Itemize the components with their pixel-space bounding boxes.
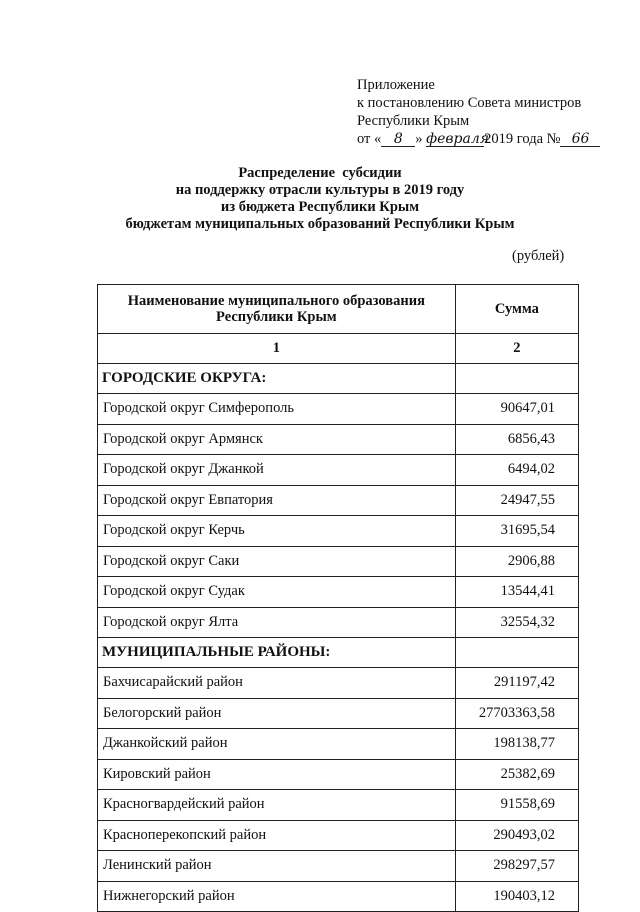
row-name: Нижнегорский район (98, 881, 456, 912)
row-sum: 32554,32 (455, 607, 578, 638)
row-sum: 27703363,58 (455, 698, 578, 729)
row-sum: 91558,69 (455, 790, 578, 821)
table-row (98, 790, 579, 821)
row-sum: 24947,55 (455, 485, 578, 516)
title-line-2: на поддержку отрасли культуры в 2019 году (175, 182, 465, 198)
row-name: Красноперекопский район (98, 820, 456, 851)
table-row (98, 424, 579, 455)
appendix-block (357, 76, 600, 148)
header-sum: Сумма (455, 285, 578, 334)
row-name: Кировский район (98, 759, 456, 790)
row-name: Городской округ Евпатория (98, 485, 456, 516)
appendix-line-1: Приложение (357, 77, 435, 93)
title-line-4: бюджетам муниципальных образований Республики Крым (125, 216, 515, 232)
table-row (98, 698, 579, 729)
table-row (98, 485, 579, 516)
table-header-row (98, 285, 579, 334)
section-row-urban-districts (98, 364, 579, 394)
row-sum: 6494,02 (455, 455, 578, 486)
appendix-line-2: к постановлению Совета министров (357, 95, 582, 111)
row-sum: 2906,88 (455, 546, 578, 577)
row-sum: 90647,01 (455, 394, 578, 425)
row-name: Городской округ Судак (98, 577, 456, 608)
date-prefix: от « (357, 131, 382, 147)
table-row (98, 820, 579, 851)
header-name: Наименование муниципального образования Республики Крым (98, 285, 456, 334)
units-label: (рублей) (512, 248, 565, 264)
row-sum: 190403,12 (455, 881, 578, 912)
section-empty-cell (455, 364, 578, 394)
section-row-municipal-districts (98, 638, 579, 668)
row-name: Городской округ Саки (98, 546, 456, 577)
table-row (98, 455, 579, 486)
row-sum: 31695,54 (455, 516, 578, 547)
row-sum: 25382,69 (455, 759, 578, 790)
row-name: Городской округ Ялта (98, 607, 456, 638)
document-title (0, 165, 640, 233)
table-row (98, 577, 579, 608)
handwritten-number: 66 (560, 132, 600, 147)
title-line-1: Распределение субсидии (238, 165, 402, 181)
row-sum: 13544,41 (455, 577, 578, 608)
appendix-line-3: Республики Крым (357, 113, 470, 129)
row-name: Городской округ Керчь (98, 516, 456, 547)
section-title: МУНИЦИПАЛЬНЫЕ РАЙОНЫ: (98, 638, 456, 668)
row-sum: 198138,77 (455, 729, 578, 760)
title-line-3: из бюджета Республики Крым (220, 199, 420, 215)
section-empty-cell (455, 638, 578, 668)
year-text: 2019 года № (484, 131, 561, 147)
row-name: Городской округ Армянск (98, 424, 456, 455)
row-name: Городской округ Джанкой (98, 455, 456, 486)
row-sum: 6856,43 (455, 424, 578, 455)
table-row (98, 546, 579, 577)
row-name: Белогорский район (98, 698, 456, 729)
row-name: Бахчисарайский район (98, 668, 456, 699)
date-mid: » (415, 131, 423, 147)
appendix-date-line (357, 130, 600, 148)
handwritten-month: февраля (426, 131, 490, 147)
column-index-sum: 2 (455, 334, 578, 364)
row-name: Ленинский район (98, 851, 456, 882)
table-row (98, 851, 579, 882)
table-row (98, 516, 579, 547)
row-sum: 298297,57 (455, 851, 578, 882)
column-index-row (98, 334, 579, 364)
section-title: ГОРОДСКИЕ ОКРУГА: (98, 364, 456, 394)
handwritten-day: 8 (381, 132, 415, 147)
table-row (98, 607, 579, 638)
subsidy-table (97, 284, 579, 912)
column-index-name: 1 (98, 334, 456, 364)
table-row (98, 881, 579, 912)
row-sum: 290493,02 (455, 820, 578, 851)
row-name: Городской округ Симферополь (98, 394, 456, 425)
row-name: Джанкойский район (98, 729, 456, 760)
row-name: Красногвардейский район (98, 790, 456, 821)
table-row (98, 759, 579, 790)
row-sum: 291197,42 (455, 668, 578, 699)
table-row (98, 394, 579, 425)
table-row (98, 729, 579, 760)
table-row (98, 668, 579, 699)
